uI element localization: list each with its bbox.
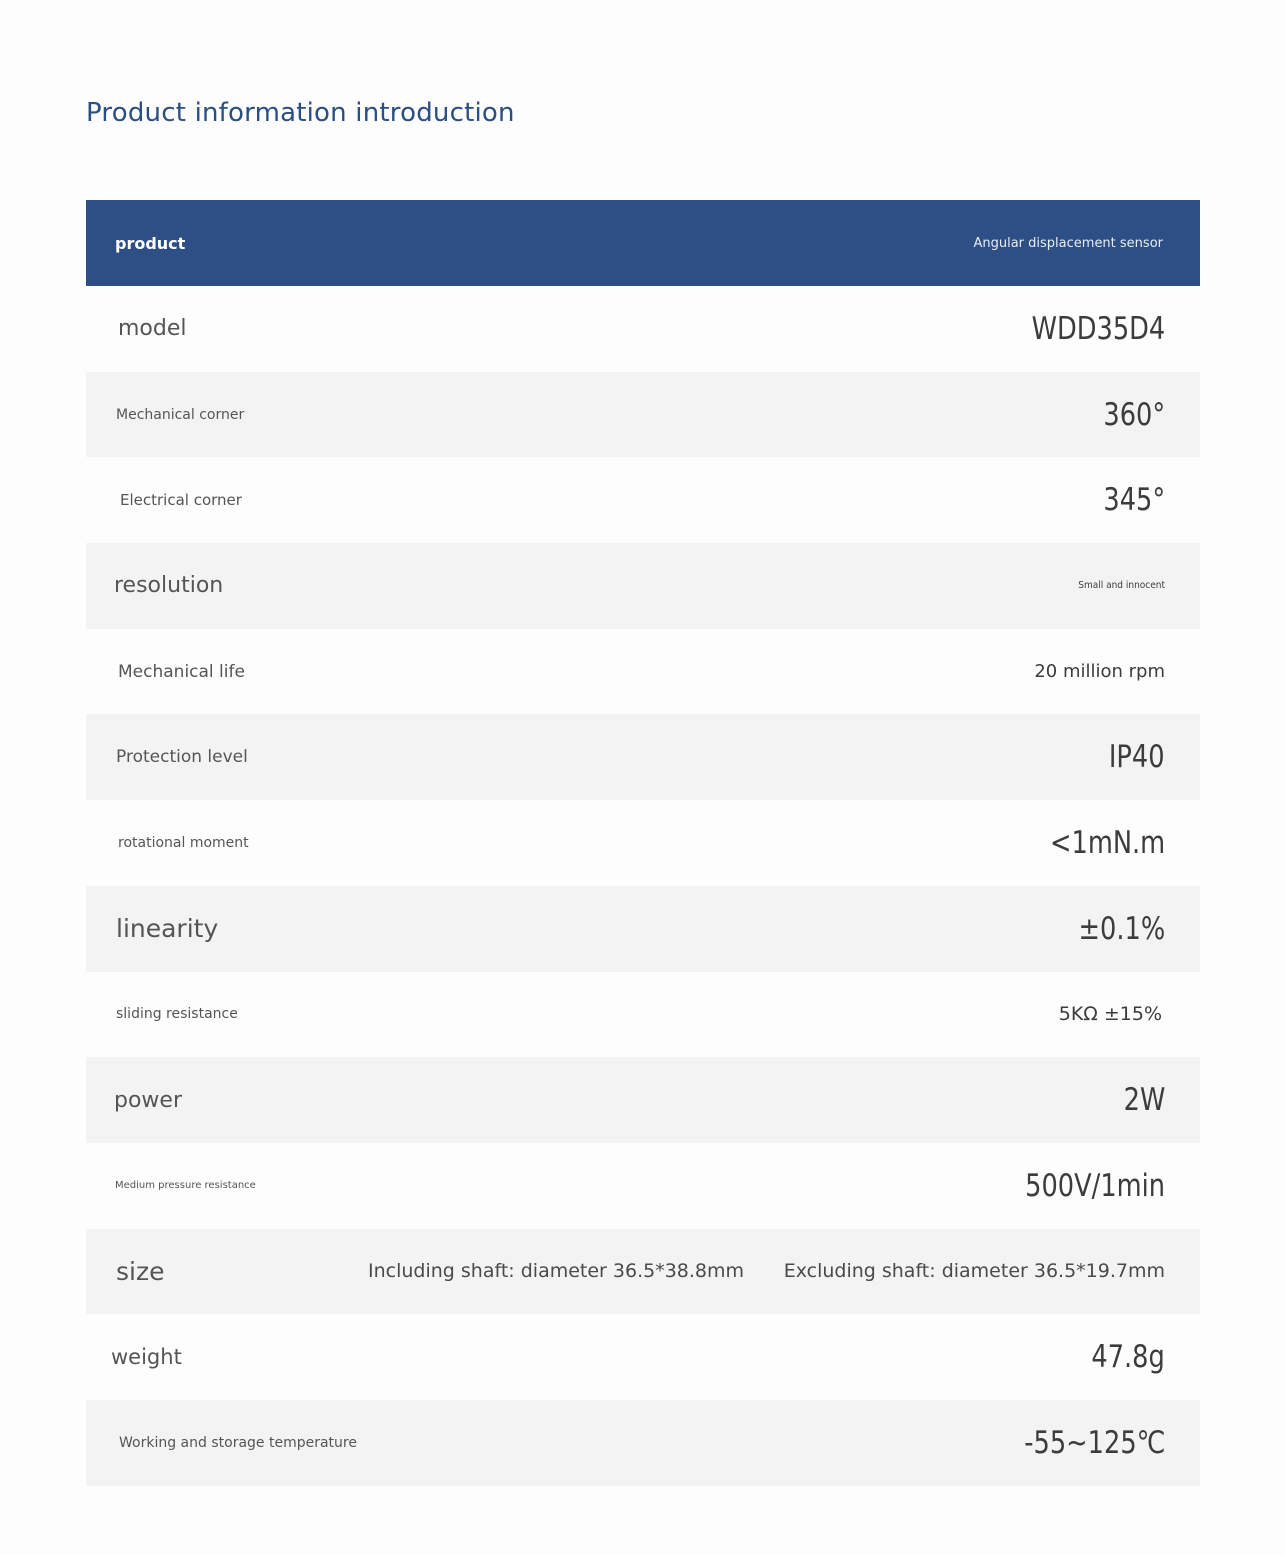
header-label: product xyxy=(115,233,186,253)
row-value: ±0.1% xyxy=(1078,910,1165,947)
table-row-temperature xyxy=(86,1400,1200,1486)
row-label: linearity xyxy=(116,914,219,944)
row-label: size xyxy=(116,1256,165,1286)
row-value: 345° xyxy=(1103,482,1165,519)
row-value: 2W xyxy=(1123,1082,1165,1119)
row-label: power xyxy=(114,1087,182,1113)
row-label: Mechanical corner xyxy=(116,406,245,423)
table-row-size xyxy=(86,1229,1200,1315)
row-label: Protection level xyxy=(116,747,248,768)
row-label: Electrical corner xyxy=(120,491,242,510)
page-title: Product information introduction xyxy=(86,98,515,128)
table-row-rotational-moment xyxy=(86,800,1200,886)
table-row-weight xyxy=(86,1314,1200,1400)
row-label: Mechanical life xyxy=(118,661,245,682)
row-value: <1mN.m xyxy=(1049,824,1165,861)
table-row-protection-level xyxy=(86,714,1200,800)
row-value: 20 million rpm xyxy=(1034,661,1165,683)
table-header xyxy=(86,200,1200,286)
row-label: Medium pressure resistance xyxy=(115,1180,256,1192)
row-label: weight xyxy=(111,1345,182,1370)
table-row-model xyxy=(86,286,1200,372)
size-including-shaft: Including shaft: diameter 36.5*38.8mm xyxy=(368,1260,745,1283)
row-value: 500V/1min xyxy=(1025,1167,1165,1204)
table-row-power xyxy=(86,1057,1200,1143)
row-value: WDD35D4 xyxy=(1031,310,1165,347)
size-excluding-shaft: Excluding shaft: diameter 36.5*19.7mm xyxy=(783,1260,1165,1283)
table-row-electrical-corner xyxy=(86,457,1200,543)
table-row-mechanical-life xyxy=(86,629,1200,715)
row-label: sliding resistance xyxy=(116,1006,238,1023)
row-value: IP40 xyxy=(1109,739,1165,776)
row-label: model xyxy=(118,316,187,342)
table-row-sliding-resistance xyxy=(86,972,1200,1058)
table-row-medium-pressure-resistance xyxy=(86,1143,1200,1229)
row-label: resolution xyxy=(114,573,224,599)
row-label: rotational moment xyxy=(118,834,249,851)
table-row-linearity xyxy=(86,886,1200,972)
table-row-resolution xyxy=(86,543,1200,629)
row-value: -55~125℃ xyxy=(1023,1424,1165,1461)
table-row-mechanical-corner xyxy=(86,372,1200,458)
header-value: Angular displacement sensor xyxy=(973,235,1163,251)
row-label: Working and storage temperature xyxy=(119,1434,357,1451)
row-value: 47.8g xyxy=(1091,1339,1165,1376)
spec-table xyxy=(86,200,1200,1486)
row-value: 5KΩ ±15% xyxy=(1058,1003,1162,1026)
row-value: Small and innocent xyxy=(1078,580,1165,592)
row-value: 360° xyxy=(1103,396,1165,433)
